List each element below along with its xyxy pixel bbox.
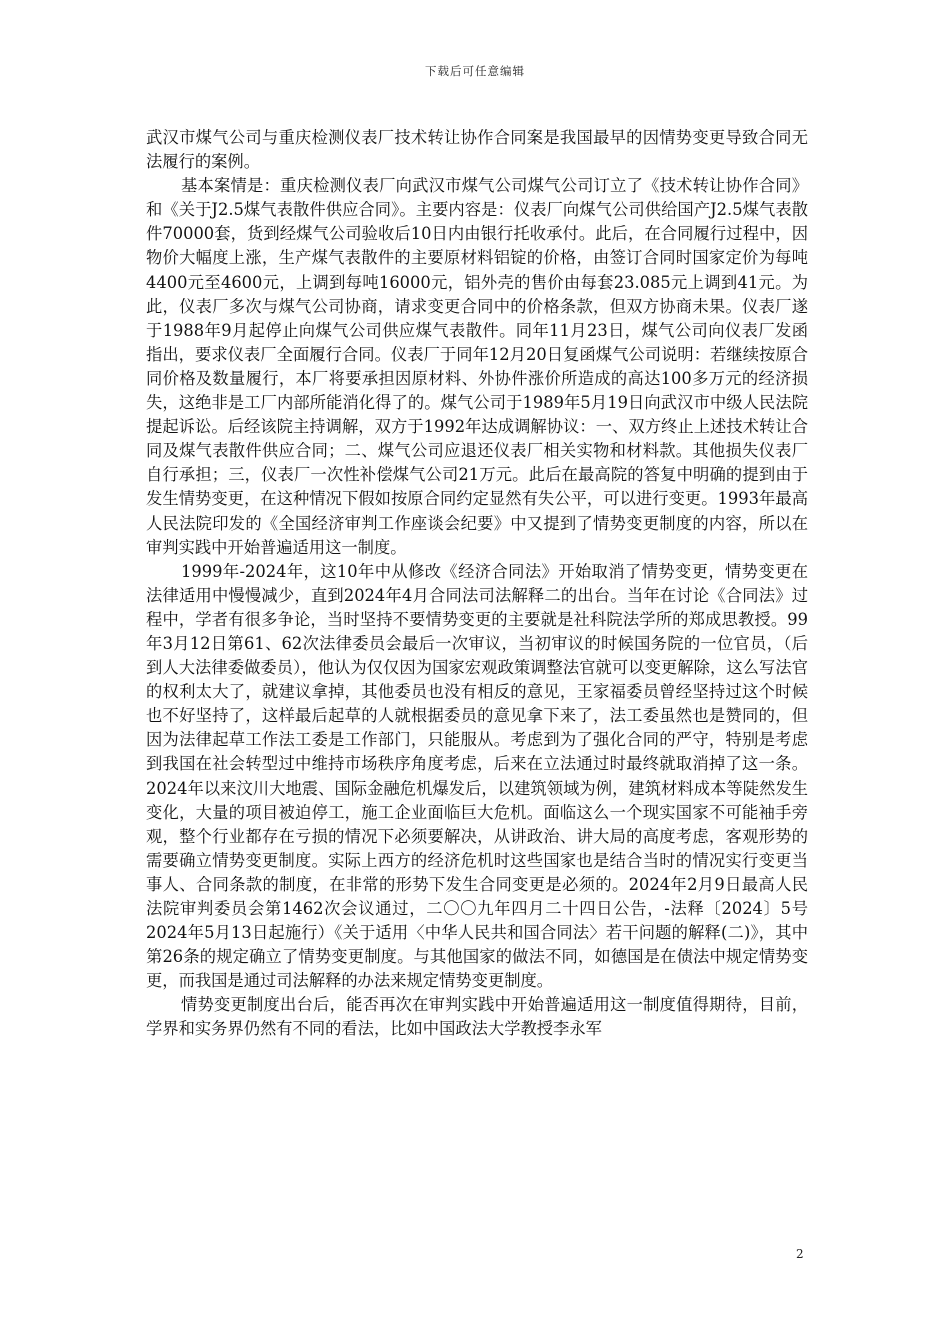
- document-body: [146, 126, 808, 1042]
- paragraph-intro: 武汉市煤气公司与重庆检测仪表厂技术转让协作合同案是我国最早的因情势变更导致合同无法履行的案例。: [146, 128, 808, 172]
- paragraph-outlook: 情势变更制度出台后，能否再次在审判实践中开始普遍适用这一制度值得期待，目前，学界和实务界仍然有不同的看法，比如中国政法大学教授李永军: [146, 995, 808, 1039]
- page-number: 2: [796, 1247, 804, 1261]
- paragraph-case-facts: 基本案情是：重庆检测仪表厂向武汉市煤气公司煤气公司订立了《技术转让协作合同》和《关于J2.5煤气表散件供应合同》。主要内容是：仪表厂向煤气公司供给国产J2.5煤气表散件70000套，货到经煤气公司验收后10日内由银行托收承付。此后，在合同履行过程中，因物价大幅度上涨，生产煤气表散件的主要原材料铝锭的价格，由签订合同时国家定价为每吨4400元至4600元，上调到每吨16000元，铝外壳的售价由每套23.085元上调到41元。为此，仪表厂多次与煤气公司协商，请求变更合同中的价格条款，但双方协商未果。仪表厂遂于1988年9月起停止向煤气公司供应煤气表散件。同年11月23日，煤气公司向仪表厂发函指出，要求仪表厂全面履行合同。仪表厂于同年12月20日复函煤气公司说明：若继续按原合同价格及数量履行，本厂将要承担因原材料、外协件涨价所造成的高达100多万元的经济损失，这绝非是工厂内部所能消化得了的。煤气公司于1989年5月19日向武汉市中级人民法院提起诉讼。后经该院主持调解，双方于1992年达成调解协议：一、双方终止上述技术转让合同及煤气表散件供应合同；二、煤气公司应退还仪表厂相关实物和材料款。其他损失仪表厂自行承担；三，仪表厂一次性补偿煤气公司21万元。此后在最高院的答复中明确的提到由于发生情势变更，在这种情况下假如按原合同约定显然有失公平，可以进行变更。1993年最高人民法院印发的《全国经济审判工作座谈会纪要》中又提到了情势变更制度的内容，所以在审判实践中开始普遍适用这一制度。: [146, 176, 808, 557]
- page-header: 下载后可任意编辑: [425, 64, 525, 78]
- paragraph-legislative-history: 1999年-2024年，这10年中从修改《经济合同法》开始取消了情势变更，情势变更在法律适用中慢慢减少，直到2024年4月合同法司法解释二的出台。当年在讨论《合同法》过程中，学者有很多争论，当时坚持不要情势变更的主要就是社科院法学所的郑成思教授。99年3月12日第61、62次法律委员会最后一次审议，当初审议的时候国务院的一位官员，（后到人大法律委做委员），他认为仅仅因为国家宏观政策调整法官就可以变更解除，这么写法官的权利太大了，就建议拿掉，其他委员也没有相反的意见，王家福委员曾经坚持过这个时候也不好坚持了，这样最后起草的人就根据委员的意见拿下来了，法工委虽然也是赞同的，但因为法律起草工作法工委是工作部门，只能服从。考虑到为了强化合同的严守，特别是考虑到我国在社会转型过中维持市场秩序角度考虑，后来在立法通过时最终就取消掉了这一条。2024年以来汶川大地震、国际金融危机爆发后，以建筑领域为例，建筑材料成本等陡然发生变化，大量的项目被迫停工，施工企业面临巨大危机。面临这么一个现实国家不可能袖手旁观，整个行业都存在亏损的情况下必须要解决，从讲政治、讲大局的高度考虑，客观形势的需要确立情势变更制度。实际上西方的经济危机时这些国家也是结合当时的情况实行变更当事人、合同条款的制度，在非常的形势下发生合同变更是必须的。2024年2月9日最高人民法院审判委员会第1462次会议通过，二〇〇九年四月二十四日公告，-法释〔2024〕5号2024年5月13日起施行）《关于适用〈中华人民共和国合同法〉若干问题的解释(二)》，其中第26条的规定确立了情势变更制度。与其他国家的做法不同，如德国是在债法中规定情势变更，而我国是通过司法解释的办法来规定情势变更制度。: [146, 561, 808, 991]
